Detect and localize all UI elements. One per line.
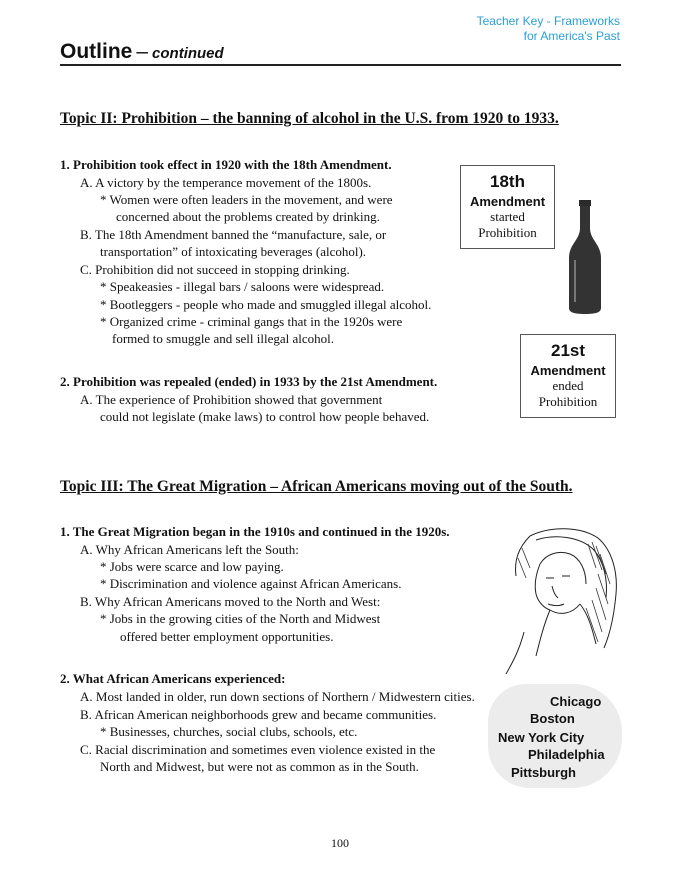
t2-line: A. The experience of Prohibition showed that government [80, 392, 383, 407]
t2-line: * Bootleggers - people who made and smuggled illegal alcohol. [100, 297, 432, 312]
page-number: 100 [331, 836, 349, 850]
amendment-18-subject: Prohibition [478, 225, 537, 240]
t3-line: A. Most landed in older, run down sections of Northern / Midwestern cities. [80, 689, 475, 704]
topic-2-heading: Topic II: Prohibition – the banning of alcohol in the U.S. from 1920 to 1933. [60, 110, 559, 127]
t2-point-2: 2. Prohibition was repealed (ended) in 1933 by the 21st Amendment. [60, 374, 438, 389]
title-text: Outline [60, 40, 133, 63]
t3-line: offered better employment opportunities. [120, 629, 334, 644]
page-title [60, 40, 224, 64]
t3-line: * Businesses, churches, social clubs, schools, etc. [100, 724, 358, 739]
t2-line: * Organized crime - criminal gangs that in the 1920s were [100, 314, 403, 329]
t2-line: could not legislate (make laws) to control how people behaved. [100, 409, 430, 424]
title-dash: – [136, 40, 149, 63]
t3-line: B. Why African Americans moved to the North and West: [80, 594, 381, 609]
t2-line: C. Prohibition did not succeed in stopping drinking. [80, 262, 350, 277]
city-label: Philadelphia [528, 747, 605, 762]
amendment-21-box [520, 334, 616, 418]
t2-line: formed to smuggle and sell illegal alcohol. [112, 331, 335, 346]
amendment-18-number: 18th [490, 172, 525, 191]
city-label: Pittsburgh [511, 765, 576, 780]
teacher-key-label [477, 14, 620, 44]
amendment-18-action: started [490, 209, 525, 224]
amendment-21-label: Amendment [530, 363, 606, 378]
teacher-key-line2: for America's Past [523, 29, 620, 43]
topic-3-heading: Topic III: The Great Migration – African Americans moving out of the South. [60, 478, 573, 495]
title-rule [60, 64, 621, 66]
t3-line: * Jobs were scarce and low paying. [100, 559, 284, 574]
t3-line: B. African American neighborhoods grew and became communities. [80, 707, 437, 722]
amendment-18-box [460, 165, 555, 249]
amendment-21-subject: Prohibition [538, 394, 598, 409]
bottle-icon [563, 198, 607, 316]
t2-line: A. A victory by the temperance movement of the 1800s. [80, 175, 372, 190]
t2-line: * Speakeasies - illegal bars / saloons were widespread. [100, 279, 385, 294]
t3-point-1: 1. The Great Migration began in the 1910s and continued in the 1920s. [60, 524, 450, 539]
t2-line: B. The 18th Amendment banned the “manufacture, sale, or [80, 227, 387, 242]
city-label: Chicago [550, 694, 602, 709]
amendment-18-label: Amendment [469, 194, 546, 209]
amendment-21-number: 21st [550, 341, 586, 360]
t2-point-1: 1. Prohibition took effect in 1920 with the 18th Amendment. [60, 157, 392, 172]
t3-line: * Discrimination and violence against African Americans. [100, 576, 402, 591]
t3-point-2: 2. What African Americans experienced: [60, 671, 286, 686]
woman-portrait-icon [500, 524, 620, 674]
t3-line: North and Midwest, but were not as common as in the South. [100, 759, 419, 774]
t2-line: * Women were often leaders in the movement, and were [100, 192, 393, 207]
city-label: New York City [498, 730, 585, 745]
t2-line: concerned about the problems created by drinking. [116, 209, 380, 224]
amendment-21-action: ended [552, 378, 584, 393]
t3-line: C. Racial discrimination and sometimes even violence existed in the [80, 742, 436, 757]
t3-line: * Jobs in the growing cities of the North and Midwest [100, 611, 381, 626]
title-subtitle: continued [152, 45, 224, 62]
t2-line: transportation” of intoxicating beverages (alcohol). [100, 244, 367, 259]
teacher-key-line1: Teacher Key - Frameworks [476, 14, 620, 28]
city-label: Boston [530, 711, 575, 726]
t3-line: A. Why African Americans left the South: [80, 542, 299, 557]
